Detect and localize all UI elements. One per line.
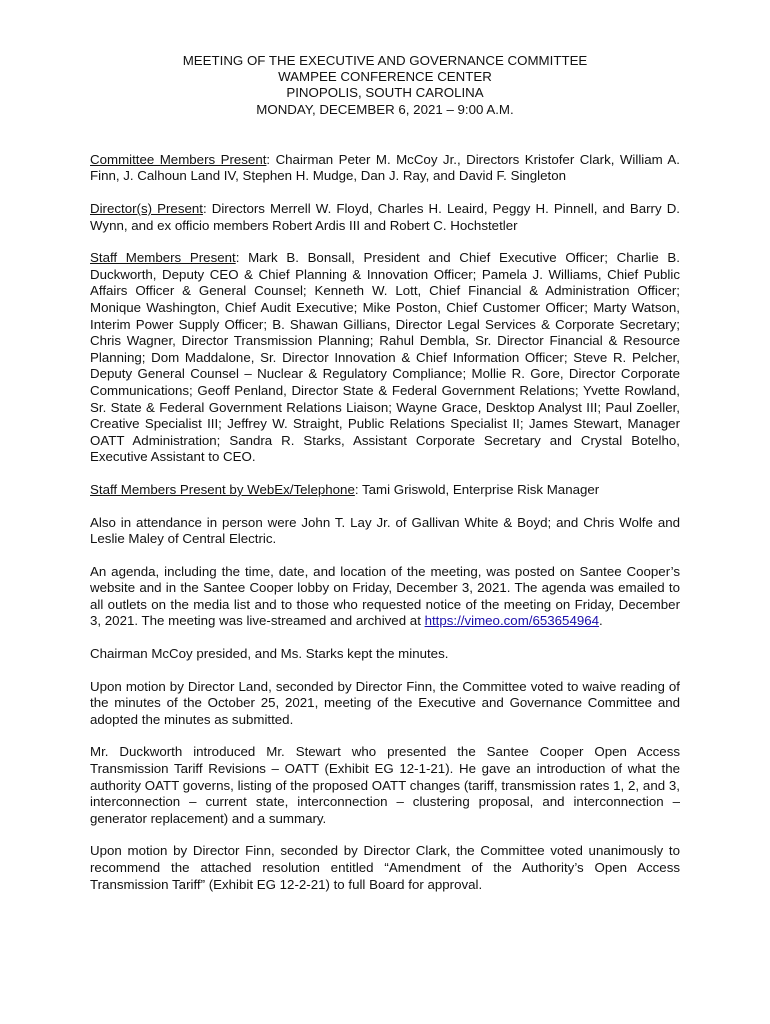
staff-members-text: : Mark B. Bonsall, President and Chief Executive Officer; Charlie B. Duckworth, Deputy CEO & Chief Planning & Innovation Officer; Pamela J. Williams, Chief Public Affairs Officer & General Counsel; Kenneth W. Lott, Chief Financial & Administration Officer; Monique Washington, Chief Audit Executive; Mike Poston, Chief Customer Officer; Marty Watson, Interim Power Supply Officer; B. Shawan Gillians, Director Legal Services & Corporate Secretary; Chris Wagner, Director Transmission Planning; Rahul Dembla, Sr. Director Financial & Resource Planning; Dom Maddalone, Sr. Director Innovation & Chief Information Officer; Steve R. Pelcher, Deputy General Counsel – Nuclear & Regulatory Compliance; Mollie R. Gore, Director Corporate Communications; Geoff Penland, Director State & Federal Government Relations; Yvette Rowland, Sr. State & Federal Government Relations Liaison; Wayne Grace, Desktop Analyst III; Paul Zoeller, Creative Specialist III; Jeffrey W. Straight, Public Relations Specialist II; James Stewart, Manager OATT Administration; Sandra R. Starks, Assistant Corporate Secretary and Crystal Botelho, Executive Assistant to CEO. (90, 250, 680, 465)
header-location: PINOPOLIS, SOUTH CAROLINA (286, 85, 484, 101)
committee-members-text: : Chairman Peter M. McCoy Jr., Directors Kristofer Clark, William A. Finn, J. Calhoun Land IV, Stephen H. Mudge, Dan J. Ray, and David F. Singleton (90, 151, 680, 184)
minutes-page (90, 53, 680, 909)
meeting-header (90, 53, 680, 118)
directors-present-paragraph (90, 201, 680, 234)
staff-webex-text: : Tami Griswold, Enterprise Risk Manager (354, 481, 600, 497)
staff-webex-label: Staff Members Present by WebEx/Telephone (90, 481, 355, 497)
also-attendance-paragraph: Also in attendance in person were John T. Lay Jr. of Gallivan White & Boyd; and Chris Wolfe and Leslie Maley of Central Electric. (90, 514, 680, 547)
staff-members-label: Staff Members Present (90, 250, 236, 266)
directors-present-text: : Directors Merrell W. Floyd, Charles H. Leaird, Peggy H. Pinnell, and Barry D. Wynn, and ex officio members Robert Ardis III and Robert C. Hochstetler (90, 201, 680, 233)
header-date: MONDAY, DECEMBER 6, 2021 – 9:00 A.M. (256, 101, 514, 117)
motion-minutes-paragraph: Upon motion by Director Land, seconded by Director Finn, the Committee voted to waive reading of the minutes of the October 25, 2021, meeting of the Executive and Governance Committee and adopted the minutes as submitted. (90, 678, 680, 727)
directors-present-label: Director(s) Present (90, 201, 203, 216)
oatt-intro-paragraph: Mr. Duckworth introduced Mr. Stewart who presented the Santee Cooper Open Access Transmission Tariff Revisions – OATT (Exhibit EG 12-1-21). He gave an introduction of what the authority OATT governs, listing of the proposed OATT changes (tariff, transmission rates 1, 2, and 3, interconnection – current state, interconnection – clustering proposal, and interconnection – generator replacement) and a summary. (90, 744, 680, 826)
committee-members-label: Committee Members Present (90, 151, 267, 167)
vimeo-archive-link[interactable]: https://vimeo.com/653654964 (424, 613, 600, 629)
header-venue: WAMPEE CONFERENCE CENTER (278, 69, 492, 85)
agenda-paragraph (90, 564, 680, 630)
agenda-end: . (599, 613, 603, 629)
staff-members-paragraph (90, 250, 680, 466)
committee-members-paragraph (90, 152, 680, 185)
agenda-text: An agenda, including the time, date, and location of the meeting, was posted on Santee Cooper’s website and in the Santee Cooper lobby on Friday, December 3, 2021. The agenda was emailed to all outlets on the media list and to those who requested notice of the meeting on Friday, December 3, 2021. The meeting was live-streamed and archived at (90, 563, 680, 629)
motion-resolution-paragraph: Upon motion by Director Finn, seconded by Director Clark, the Committee voted unanimously to recommend the attached resolution entitled “Amendment of the Authority’s Open Access Transmission Tariff” (Exhibit EG 12-2-21) to full Board for approval. (90, 843, 680, 892)
header-title: MEETING OF THE EXECUTIVE AND GOVERNANCE COMMITTEE (182, 53, 588, 68)
presided-paragraph: Chairman McCoy presided, and Ms. Starks kept the minutes. (90, 646, 449, 662)
staff-webex-paragraph (90, 482, 680, 499)
